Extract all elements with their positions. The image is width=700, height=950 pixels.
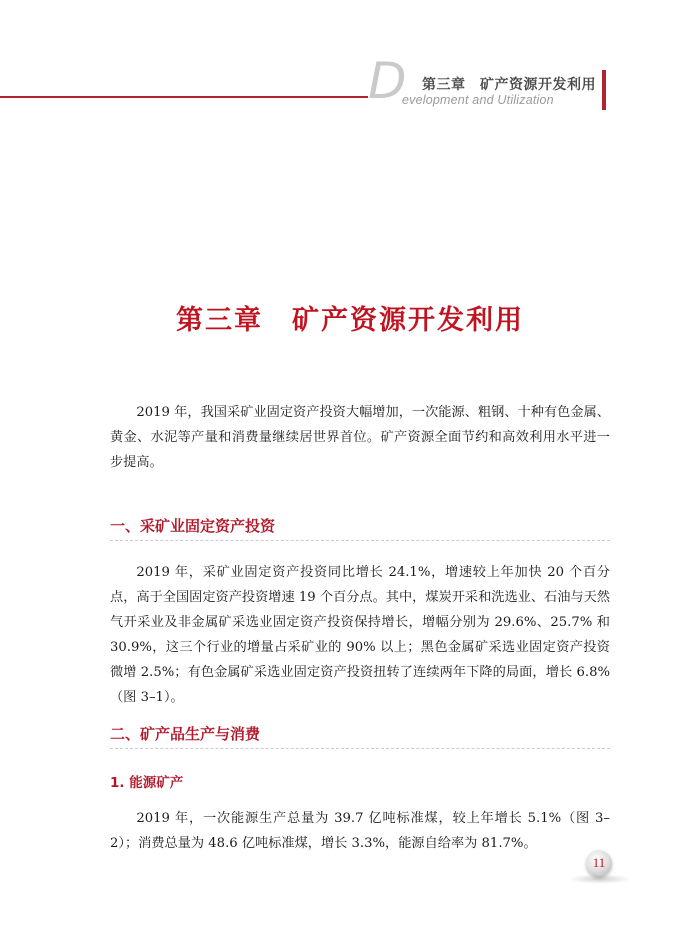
section-heading-investment: 一、采矿业固定资产投资 xyxy=(110,517,276,535)
intro-paragraph: 2019 年，我国采矿业固定资产投资大幅增加，一次能源、粗钢、十种有色金属、黄金、水泥等产量和消费量继续居世界首位。矿产资源全面节约和高效利用水平进一步提高。 xyxy=(110,405,610,470)
energy-paragraph: 2019 年，一次能源生产总量为 39.7 亿吨标准煤，较上年增长 5.1%（图 3–2）；消费总量为 48.6 亿吨标准煤，增长 3.3%，能源自给率为 81.7%。 xyxy=(110,811,610,851)
header-initial-letter: D xyxy=(368,52,407,110)
investment-paragraph: 2019 年，采矿业固定资产投资同比增长 24.1%，增速较上年加快 20 个百分点，高于全国固定资产投资增速 19 个百分点。其中，煤炭开采和洗选业、石油与天然气开采业及非金属矿采选业固定资产投资保持增长，增幅分别为 29.6%、25.7% 和 30.9%，这三个行业的增量占采矿业的 90% 以上；黑色金属矿采选业固定资产投资微增 2.5%；有色金属矿采选业固定资产投资扭转了连续两年下降的局面，增长 6.8%（图 3–1）。 xyxy=(110,565,610,705)
section-divider xyxy=(110,540,610,541)
page-number: 11 xyxy=(586,850,612,876)
header-accent-bar xyxy=(602,70,606,110)
chapter-title: 第三章 矿产资源开发利用 xyxy=(176,305,524,336)
section-heading-production: 二、矿产品生产与消费 xyxy=(110,725,261,743)
header-rule xyxy=(0,96,368,98)
section-divider xyxy=(110,748,610,749)
header-chapter-title: 第三章 矿产资源开发利用 xyxy=(422,77,596,93)
subsection-heading-energy: 1. 能源矿产 xyxy=(110,775,184,791)
header-english-subtitle: evelopment and Utilization xyxy=(402,93,554,107)
